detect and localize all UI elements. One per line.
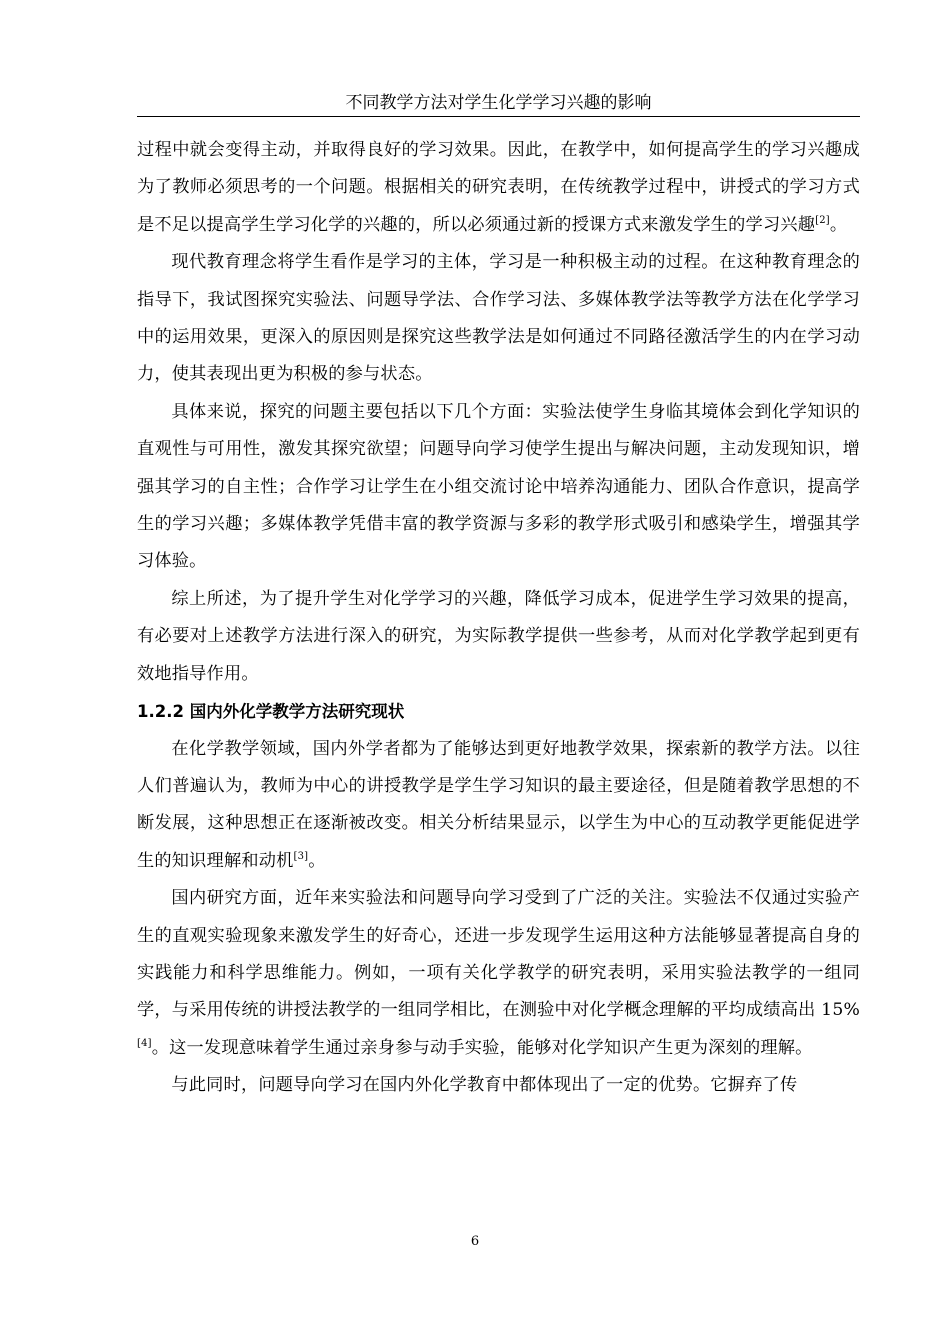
paragraph: 综上所述，为了提升学生对化学学习的兴趣，降低学习成本，促进学生学习效果的提高，有必要对上述教学方法进行深入的研究，为实际教学提供一些参考，从而对化学教学起到更有效地指导作用。 xyxy=(137,588,860,684)
header-rule xyxy=(137,116,860,117)
paragraph-text: 国内研究方面，近年来实验法和问题导向学习受到了广泛的关注。实验法不仅通过实验产生的直观实验现象来激发学生的好奇心，还进一步发现学生运用这种方法能够显著提高自身的实践能力和科学思维能力。例如，一项有关化学教学的研究表明，采用实验法教学的一组同学，与采用传统的讲授法教学的一组同学相比，在测验中对化学概念理解的平均成绩高出 15% xyxy=(137,888,860,1021)
page-number: 6 xyxy=(470,1234,480,1249)
section-heading: 1.2.2 国内外化学教学方法研究现状 xyxy=(137,702,405,722)
paragraph-continuation xyxy=(137,132,860,244)
running-header: 不同教学方法对学生化学学习兴趣的影响 xyxy=(345,93,652,113)
paragraph-tail: 。 xyxy=(829,214,848,235)
citation-ref: [2] xyxy=(815,214,830,226)
paragraph-text: 过程中就会变得主动，并取得良好的学习效果。因此，在教学中，如何提高学生的学习兴趣成为了教师必须思考的一个问题。根据相关的研究表明，在传统教学过程中，讲授式的学习方式是不足以提高学生学习化学的兴趣的，所以必须通过新的授课方式来激发学生的学习兴趣 xyxy=(137,140,860,235)
paragraph-text: 在化学教学领域，国内外学者都为了能够达到更好地教学效果，探索新的教学方法。以往人们普遍认为，教师为中心的讲授教学是学生学习知识的最主要途径，但是随着教学思想的不断发展，这种思想正在逐渐被改变。相关分析结果显示，以学生为中心的互动教学更能促进学生的知识理解和动机 xyxy=(137,738,860,871)
paragraph: 与此同时，问题导向学习在国内外化学教育中都体现出了一定的优势。它摒弃了传 xyxy=(171,1075,798,1096)
citation-ref: [3] xyxy=(293,850,309,862)
paragraph-tail: 。 xyxy=(308,850,326,871)
paragraph: 现代教育理念将学生看作是学习的主体，学习是一种积极主动的过程。在这种教育理念的指导下，我试图探究实验法、问题导学法、合作学习法、多媒体教学法等教学方法在化学学习中的运用效果，更深入的原因则是探究这些教学法是如何通过不同路径激活学生的内在学习动力，使其表现出更为积极的参与状态。 xyxy=(137,252,860,385)
paragraph: 具体来说，探究的问题主要包括以下几个方面：实验法使学生身临其境体会到化学知识的直观性与可用性，激发其探究欲望；问题导向学习使学生提出与解决问题，主动发现知识，增强其学习的自主性；合作学习让学生在小组交流讨论中培养沟通能力、团队合作意识，提高学生的学习兴趣；多媒体教学凭借丰富的教学资源与多彩的教学形式吸引和感染学生，增强其学习体验。 xyxy=(137,401,860,572)
citation-ref: [4] xyxy=(137,1037,152,1049)
paragraph xyxy=(137,880,860,1067)
body-text xyxy=(137,132,860,1105)
paragraph-tail: 。这一发现意味着学生通过亲身参与动手实验，能够对化学知识产生更为深刻的理解。 xyxy=(151,1037,813,1058)
paragraph xyxy=(137,731,860,881)
